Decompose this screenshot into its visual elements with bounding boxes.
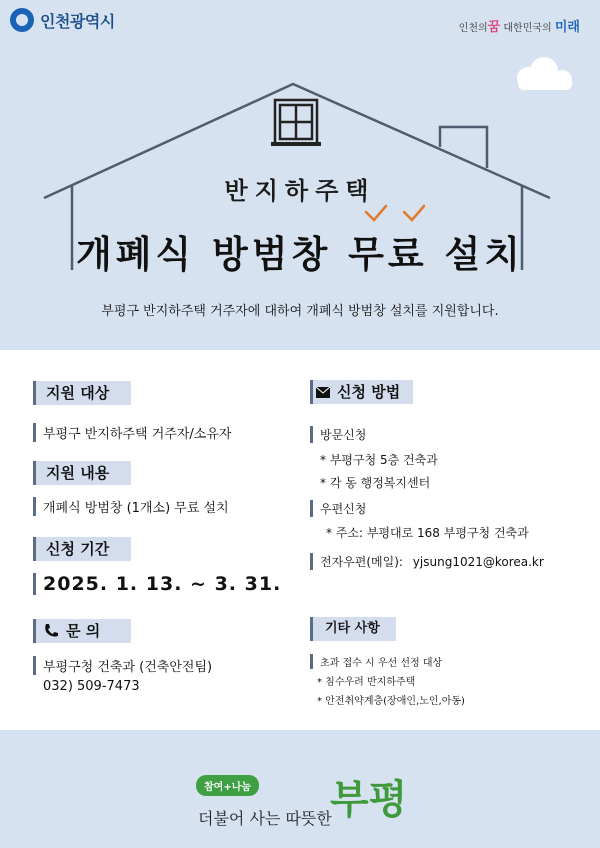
visit-item-2: * 각 동 행정복지센터 [320,476,431,490]
incheon-logo [10,8,115,32]
incheon-logo-text: 인천광역시 [40,11,115,31]
slogan-part-3: 대한민국의 [500,23,555,34]
post-item-1: * 주소: 부평대로 168 부평구청 건축과 [326,526,529,540]
label-apply-text: 신청 방법 [337,383,401,401]
email-title: 전자우편(메일): [320,555,403,569]
target-value: 부평구 반지하주택 거주자/소유자 [33,423,231,442]
label-etc: 기타 사항 [310,617,396,641]
bottom-banner [0,730,600,848]
incheon-emblem-icon [10,8,34,32]
etc-item-2: * 침수우려 반지하주택 [317,677,416,688]
label-contact-text: 문 의 [66,622,101,640]
contact-line-1: 부평구청 건축과 (건축안전팀) [33,656,212,675]
incheon-slogan-logo [459,16,580,35]
poster-title: 개폐식 방범창 무료 설치 [75,233,525,276]
chimney [440,127,487,168]
poster-subtitle: 반지하주택 [224,177,376,205]
label-period: 신청 기간 [33,537,131,561]
bupyeong-brand-logo: 부평 [330,776,408,823]
label-target: 지원 대상 [33,381,131,405]
check-icon [366,206,424,220]
contact-line-2: 032) 509-7473 [43,679,140,694]
etc-item-1: 초과 접수 시 우선 선정 대상 [310,654,442,669]
etc-item-3: * 안전취약계층(장애인,노인,아동) [317,696,465,707]
slogan-part-4: 미래 [554,20,580,35]
poster-description: 부평구 반지하주택 거주자에 대하여 개폐식 방범창 설치를 지원합니다. [101,304,499,319]
slogan-text: 더불어 사는 따뜻한 [198,809,332,828]
slogan-part-2: 꿈 [487,20,501,35]
phone-icon [43,623,59,639]
email-value: yjsung1021@korea.kr [412,555,544,569]
envelope-icon [316,387,330,398]
window-icon [271,100,321,144]
visit-title: 방문신청 [310,426,366,443]
label-content: 지원 내용 [33,461,131,485]
period-value: 2025. 1. 13. ~ 3. 31. [33,573,281,595]
content-value: 개폐식 방범창 (1개소) 무료 설치 [33,497,229,516]
post-title: 우편신청 [310,500,366,517]
slogan-badge: 참여+나눔 [196,775,259,796]
visit-item-1: * 부평구청 5층 건축과 [320,453,438,467]
slogan-part-1: 인천의 [458,23,488,34]
email-line [310,553,544,570]
cloud-icon [517,57,572,90]
